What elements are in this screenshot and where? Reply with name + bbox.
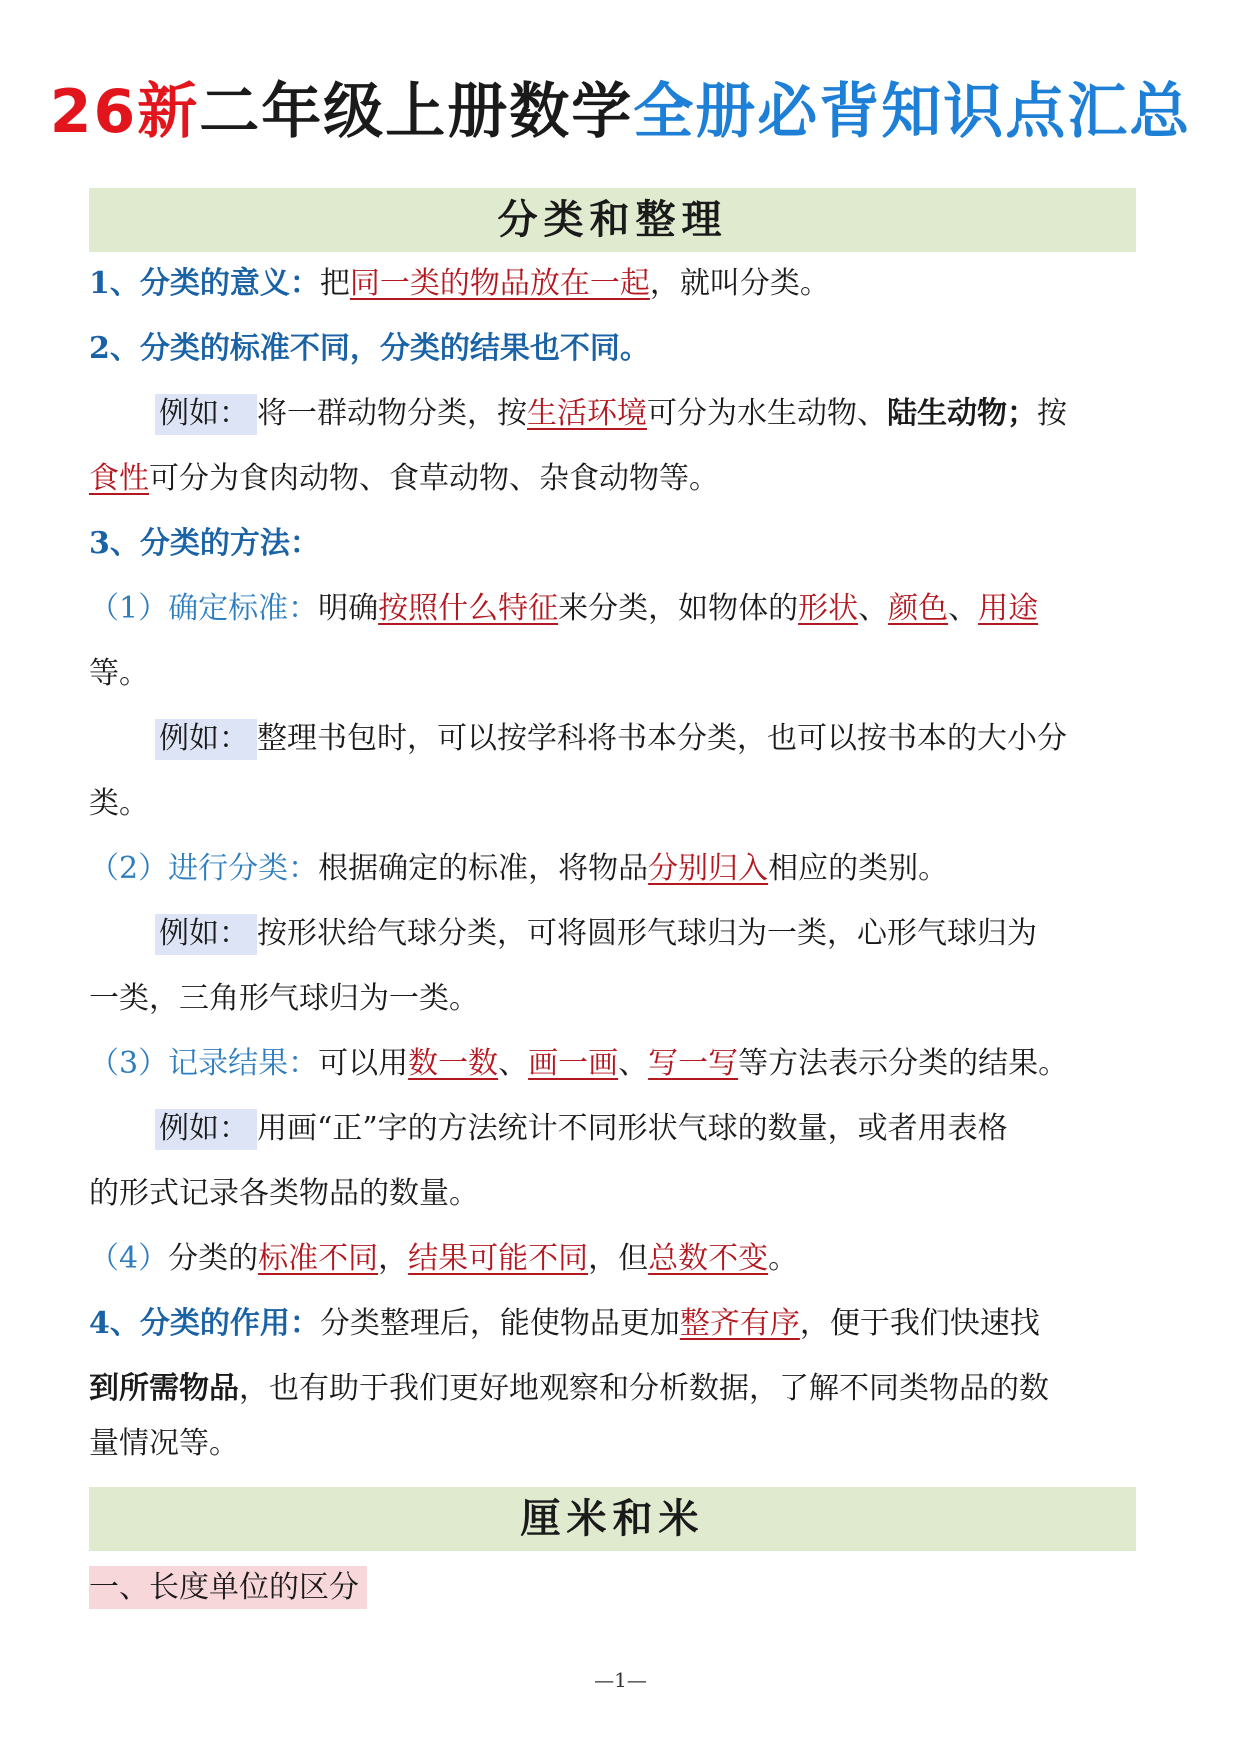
text: 根据确定的标准，将物品: [318, 851, 649, 886]
point-1: [89, 264, 1139, 304]
text: ，便于我们快速找: [799, 1306, 1040, 1341]
point-1-heading: 1、分类的意义：: [89, 266, 320, 301]
method-1-cont: [89, 654, 1139, 694]
underlined-text: 按照什么特征: [378, 591, 559, 626]
point-4-cont-2: [89, 1424, 1139, 1464]
text: 分类的: [168, 1241, 259, 1276]
text: 用画“正”字的方法统计不同形状气球的数量，或者用表格: [257, 1111, 1008, 1146]
title-part-summary: 全册必背知识点汇总: [633, 77, 1192, 147]
length-units-heading: 一、长度单位的区分: [89, 1566, 367, 1609]
text: 等方法表示分类的结果。: [738, 1046, 1069, 1081]
underlined-text: 整齐有序: [679, 1306, 800, 1341]
text: 把: [319, 266, 350, 301]
title-part-year: 26新: [49, 77, 200, 147]
underlined-text: 结果可能不同: [408, 1241, 589, 1276]
text: ，但: [588, 1241, 649, 1276]
point-4-heading: 4、分类的作用：: [89, 1306, 320, 1341]
method-2: [89, 849, 1139, 889]
underlined-text: 同一类的物品放在一起: [349, 266, 650, 301]
text: 可分为水生动物、: [647, 396, 887, 431]
method-3-example-cont: [89, 1174, 1139, 1214]
section-heading-length: 厘米和米: [89, 1487, 1136, 1551]
point-2-example: [155, 394, 1205, 434]
text: 、: [858, 591, 889, 626]
title-part-grade: 二年级上册数学: [199, 77, 634, 147]
text: 、: [498, 1046, 529, 1081]
underlined-text: 总数不变: [648, 1241, 769, 1276]
method-4-heading: （4）: [89, 1241, 169, 1276]
example-label: 例如：: [155, 394, 257, 435]
length-subheading: [89, 1568, 1139, 1608]
text: 明确: [318, 591, 379, 626]
point-3-heading: 3、分类的方法：: [89, 526, 320, 561]
text: 按形状给气球分类，可将圆形气球归为一类，心形气球归为: [257, 916, 1037, 951]
text: 整理书包时，可以按学科将书本分类，也可以按书本的大小分: [257, 721, 1067, 756]
text: 量情况等。: [89, 1426, 239, 1461]
text: ，: [378, 1241, 409, 1276]
point-4-cont: [89, 1369, 1139, 1409]
text: 相应的类别。: [768, 851, 949, 886]
bold-text: 陆生动物；: [887, 396, 1037, 431]
method-4: [89, 1239, 1139, 1279]
text: 将一群动物分类，按: [257, 396, 527, 431]
page-number: —1—: [594, 1668, 647, 1692]
method-3-example: [155, 1109, 1205, 1149]
underlined-text: 画一画: [528, 1046, 619, 1081]
page-title: [0, 64, 1241, 150]
text: 可分为食肉动物、食草动物、杂食动物等。: [149, 461, 719, 496]
text: ，也有助于我们更好地观察和分析数据，了解不同类物品的数: [239, 1371, 1049, 1406]
text: 分类整理后，能使物品更加: [319, 1306, 680, 1341]
method-1-example-cont: [89, 784, 1139, 824]
point-2-example-cont: [89, 459, 1139, 499]
text: 的形式记录各类物品的数量。: [89, 1176, 479, 1211]
underlined-text: 数一数: [408, 1046, 499, 1081]
underlined-text: 用途: [978, 591, 1039, 626]
method-3: [89, 1044, 1139, 1084]
example-label: 例如：: [155, 1109, 257, 1150]
method-2-heading: （2）进行分类：: [89, 851, 319, 886]
method-3-heading: （3）记录结果：: [89, 1046, 319, 1081]
method-1-heading: （1）确定标准：: [89, 591, 319, 626]
underlined-text: 写一写: [648, 1046, 739, 1081]
text: 。: [768, 1241, 799, 1276]
underlined-text: 颜色: [888, 591, 949, 626]
method-2-example: [155, 914, 1205, 954]
point-4: [89, 1304, 1139, 1344]
underlined-text: 标准不同: [258, 1241, 379, 1276]
text: 、: [618, 1046, 649, 1081]
text: 一类，三角形气球归为一类。: [89, 981, 479, 1016]
method-2-example-cont: [89, 979, 1139, 1019]
underlined-text: 生活环境: [527, 396, 647, 431]
bold-text: 到所需物品: [89, 1371, 239, 1406]
method-1: [89, 589, 1139, 629]
example-label: 例如：: [155, 719, 257, 760]
point-2: [89, 329, 1139, 369]
point-3: [89, 524, 1139, 564]
underlined-text: 形状: [798, 591, 859, 626]
method-1-example: [155, 719, 1205, 759]
text: 按: [1037, 396, 1067, 431]
text: 等。: [89, 656, 149, 691]
text: 、: [948, 591, 979, 626]
text: 类。: [89, 786, 149, 821]
text: 来分类，如物体的: [558, 591, 799, 626]
text: ，就叫分类。: [649, 266, 830, 301]
section-heading-classification: 分类和整理: [89, 188, 1136, 252]
underlined-text: 分别归入: [648, 851, 769, 886]
point-2-heading: 2、分类的标准不同，分类的结果也不同。: [89, 331, 650, 366]
example-label: 例如：: [155, 914, 257, 955]
underlined-text: 食性: [89, 461, 149, 496]
text: 可以用: [318, 1046, 409, 1081]
